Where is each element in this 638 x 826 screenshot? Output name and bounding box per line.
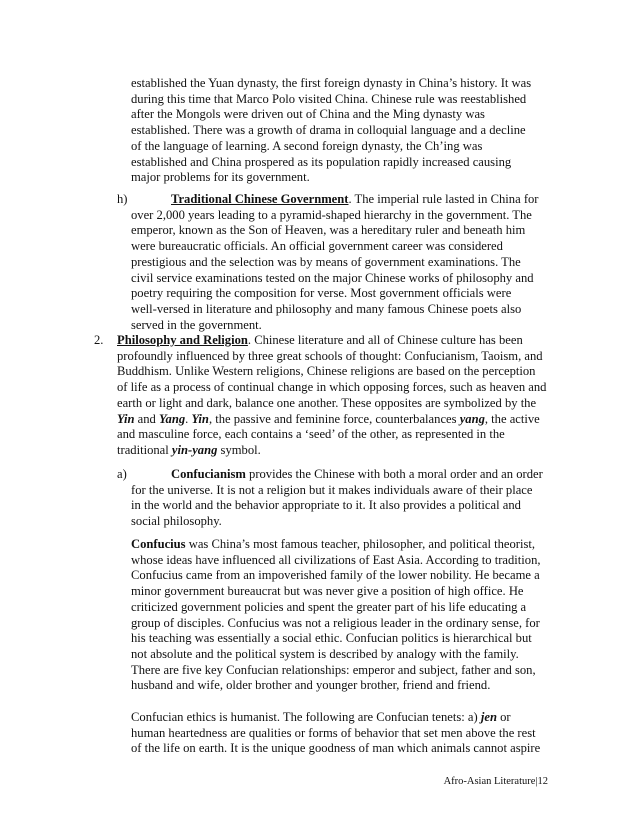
text-line: established. There was a growth of drama in colloquial language and a decline <box>131 123 526 138</box>
text-line: were bureaucratic officials. An official government career was considered <box>131 239 503 254</box>
item-a-paragraph <box>131 467 543 530</box>
text-line: profoundly influenced by three great schools of thought: Confucianism, Taoism, and <box>117 348 543 363</box>
text-line: human heartedness are qualities or forms of behavior that set men above the rest <box>131 725 536 740</box>
text-line: and masculine force, each contains a ‘seed’ of the other, as represented in the <box>117 427 505 442</box>
text-line: prestigious and the selection was by means of government examinations. The <box>131 254 521 269</box>
text-line: husband and wife, older brother and younger brother, friend and friend. <box>131 678 491 693</box>
text-line: Confucius came from an impoverished family of the lower nobility. He became a <box>131 568 540 583</box>
term-confucius: Confucius <box>131 537 186 551</box>
text-line: established and China prospered as its population rapidly increased causing <box>131 154 512 169</box>
term-yin: Yin <box>117 411 135 426</box>
text-run: symbol. <box>217 442 261 457</box>
text-line <box>117 443 546 459</box>
confucius-paragraph <box>131 537 541 694</box>
item-h-title: Traditional Chinese Government <box>171 192 349 206</box>
text-line: Buddhism. Unlike Western religions, Chinese religions are based on the perception <box>117 364 536 379</box>
text-run: . The imperial rule lasted in China for <box>348 192 539 206</box>
term-yang: Yang <box>159 411 186 426</box>
list-marker-h: h) <box>117 192 128 206</box>
text-run: traditional <box>117 442 172 457</box>
text-line: social philosophy. <box>131 514 222 529</box>
text-line: after the Mongols were driven out of China and the Ming dynasty was <box>131 107 485 122</box>
text-line <box>117 412 546 428</box>
text-run: , the passive and feminine force, counterbalances <box>208 411 460 426</box>
text-line: whose ideas have influenced all civilizations of East Asia. According to tradition, <box>131 552 541 567</box>
text-line: his teaching was essentially a social ethic. Confucian politics is hierarchical but <box>131 631 532 646</box>
text-run: . Chinese literature and all of Chinese culture has been <box>247 333 523 347</box>
text-line: served in the government. <box>131 317 262 332</box>
ethics-paragraph <box>131 710 540 757</box>
text-run: provides the Chinese with both a moral order and an order <box>245 467 543 481</box>
continuation-paragraph <box>131 76 531 186</box>
text-line: emperor, known as the Son of Heaven, was a hereditary ruler and beneath him <box>131 223 526 238</box>
section-number: 2. <box>94 333 104 347</box>
term-yang: yang <box>459 411 485 426</box>
text-line: of life as a process of continual change in which opposing forces, such as heaven and <box>117 380 547 395</box>
text-line <box>131 537 541 553</box>
text-line: earth or light and dark, balance one another. These opposites are symbolized by the <box>117 395 537 410</box>
text-line: civil service examinations tested on the major Chinese works of philosophy and <box>131 270 534 285</box>
text-line: well-versed in literature and philosophy and many famous Chinese poets also <box>131 301 522 316</box>
text-run: , the active <box>484 411 540 426</box>
text-line: during this time that Marco Polo visited China. Chinese rule was reestablished <box>131 91 527 106</box>
text-line <box>131 710 540 726</box>
text-run: Confucian ethics is humanist. The following are Confucian tenets: a) <box>131 710 481 724</box>
term-yin: Yin <box>191 411 209 426</box>
text-line <box>131 192 539 208</box>
text-line: poetry requiring the composition for verse. Most government officials were <box>131 286 512 301</box>
text-run: and <box>134 411 159 426</box>
text-run: . <box>185 411 192 426</box>
text-run: was China’s most famous teacher, philosopher, and political theorist, <box>185 537 536 551</box>
text-line: criticized government policies and spent the greater part of his life educating a <box>131 599 527 614</box>
text-line: of the language of learning. A second foreign dynasty, the Ch’ing was <box>131 138 483 153</box>
text-line: for the universe. It is not a religion but it makes individuals aware of their place <box>131 482 533 497</box>
text-line: group of disciples. Confucius was not a religious leader in the ordinary sense, for <box>131 615 540 630</box>
text-run: or <box>496 710 511 724</box>
text-line: established the Yuan dynasty, the first foreign dynasty in China’s history. It was <box>131 76 532 90</box>
text-line: major problems for its government. <box>131 170 310 185</box>
text-line: There are five key Confucian relationships: emperor and subject, father and son, <box>131 662 536 677</box>
list-marker-a: a) <box>117 467 127 481</box>
term-confucianism: Confucianism <box>171 467 246 481</box>
section-2-paragraph <box>117 333 546 459</box>
term-jen: jen <box>480 710 497 724</box>
text-line: not absolute and the political system is described by analogy with the family. <box>131 646 519 661</box>
text-line: minor government bureaucrat but was never give a position of high office. He <box>131 584 524 599</box>
section-2-title: Philosophy and Religion <box>117 333 248 347</box>
text-line <box>117 333 546 349</box>
text-line: in the world and the behavior appropriate to it. It also provides a political and <box>131 498 521 513</box>
page-footer: Afro-Asian Literature|12 <box>443 776 548 787</box>
term-yin-yang: yin-yang <box>171 442 218 457</box>
text-line: of the life on earth. It is the unique goodness of man which animals cannot aspire <box>131 741 541 756</box>
text-line: over 2,000 years leading to a pyramid-shaped hierarchy in the government. The <box>131 207 532 222</box>
item-h-paragraph <box>131 192 539 333</box>
text-line <box>131 467 543 483</box>
